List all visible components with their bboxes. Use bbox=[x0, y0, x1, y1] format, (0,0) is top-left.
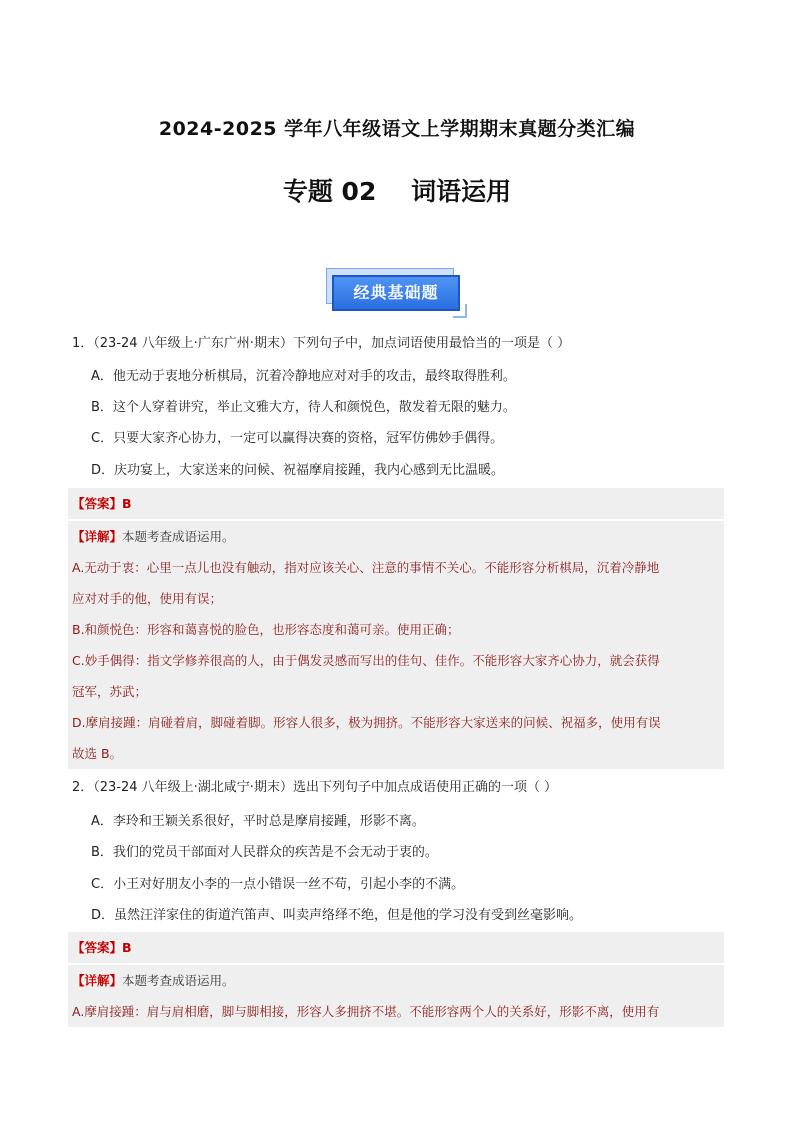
badge-label: 经典基础题 bbox=[332, 275, 460, 311]
explanation-line: A.摩肩接踵：肩与肩相磨，脚与脚相接，形容人多拥挤不堪。不能形容两个人的关系好，形影不离，使用有 bbox=[72, 1004, 660, 1019]
question-1-option-c: C．只要大家齐心协力，一定可以赢得决赛的资格，冠军仿佛妙手偶得。 bbox=[91, 431, 504, 446]
explanation-line: 故选 B。 bbox=[72, 746, 123, 761]
question-1-option-a: A．他无动于衷地分析棋局，沉着冷静地应对对手的攻击，最终取得胜利。 bbox=[91, 369, 516, 384]
answer-value: B bbox=[122, 940, 132, 955]
answer-line bbox=[68, 932, 724, 963]
explanation-line: B.和颜悦色：形容和蔼喜悦的脸色，也形容态度和蔼可亲。使用正确； bbox=[72, 622, 460, 637]
question-2-option-a: A．李玲和王颖关系很好，平时总是摩肩接踵，形影不离。 bbox=[91, 814, 425, 829]
explanation-line: A.无动于衷：心里一点儿也没有触动，指对应该关心、注意的事情不关心。不能形容分析棋局，沉着冷静地 bbox=[72, 560, 660, 575]
question-1-option-b: B．这个人穿着讲究，举止文雅大方，待人和颜悦色，散发着无限的魅力。 bbox=[91, 400, 516, 415]
question-2-option-c: C．小王对好朋友小李的一点小错误一丝不苟，引起小李的不满。 bbox=[91, 877, 465, 892]
question-2-stem: 2．（23-24 八年级上·湖北咸宁·期末）选出下列句子中加点成语使用正确的一项（ ） bbox=[72, 780, 558, 795]
section-badge bbox=[326, 268, 468, 316]
explanation-line: 冠军，苏武； bbox=[72, 684, 148, 699]
question-2-answer-block bbox=[68, 932, 724, 1027]
detail-tag: 【详解】 bbox=[72, 973, 123, 988]
explanation-line: D.摩肩接踵：肩碰着肩，脚碰着脚。形容人很多，极为拥挤。不能形容大家送来的问候、祝福多，使用有误 bbox=[72, 715, 661, 730]
detail-intro: 本题考查成语运用。 bbox=[122, 529, 235, 544]
answer-line bbox=[68, 488, 724, 519]
question-1-answer-block bbox=[68, 488, 724, 769]
answer-tag: 【答案】 bbox=[72, 496, 123, 511]
explanation-line: C.妙手偶得：指文学修养很高的人，由于偶发灵感而写出的佳句、佳作。不能形容大家齐心协力，就会获得 bbox=[72, 653, 660, 668]
detail-intro: 本题考查成语运用。 bbox=[122, 973, 235, 988]
page-title: 2024-2025 学年八年级语文上学期期末真题分类汇编 bbox=[158, 118, 636, 140]
detail-line bbox=[68, 965, 724, 996]
question-2-option-b: B．我们的党员干部面对人民群众的疾苦是不会无动于衷的。 bbox=[91, 845, 438, 860]
topic-title: 专题 02 词语运用 bbox=[282, 177, 512, 206]
answer-tag: 【答案】 bbox=[72, 940, 123, 955]
explanation-line: 应对对手的他，使用有误； bbox=[72, 591, 223, 606]
question-2-option-d: D．虽然汪洋家住的街道汽笛声、叫卖声络绎不绝，但是他的学习没有受到丝毫影响。 bbox=[91, 908, 583, 923]
question-1-stem: 1．（23-24 八年级上·广东广州·期末）下列句子中，加点词语使用最恰当的一项是（ ） bbox=[72, 336, 571, 351]
detail-tag: 【详解】 bbox=[72, 529, 123, 544]
detail-line bbox=[68, 521, 724, 552]
answer-value: B bbox=[122, 496, 132, 511]
question-1-option-d: D．庆功宴上，大家送来的问候、祝福摩肩接踵，我内心感到无比温暖。 bbox=[91, 463, 505, 478]
